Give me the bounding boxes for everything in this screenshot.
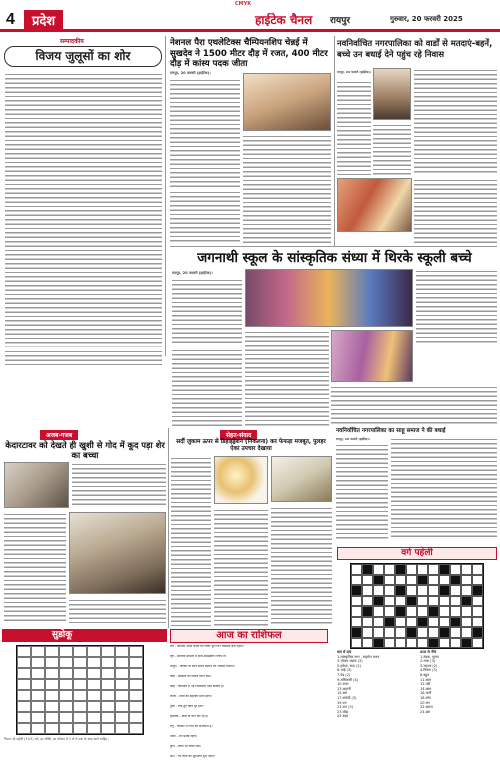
sudoku-cell xyxy=(73,723,87,734)
crossword-across-clues xyxy=(337,650,417,719)
sudoku-cell xyxy=(101,723,115,734)
sudoku-cell xyxy=(115,668,129,679)
health-body-1 xyxy=(171,456,211,626)
rashifal-sign: मीन - नए कार्य की शुरुआत शुभ रहेगी। xyxy=(170,755,216,758)
down-clue: 11.बाल xyxy=(420,677,431,682)
athlete-story-dateline: रायपुर, 20 फरवरी (हाईटेक)। xyxy=(170,71,211,75)
sudoku-cell xyxy=(87,690,101,701)
sudoku-cell xyxy=(129,712,143,723)
across-clue: 7.पेड़ (2) xyxy=(337,672,351,677)
sudoku-cell xyxy=(17,646,31,657)
sahu-samaj-headline: नवनिर्वाचित नगरपालिका का साहू समाज ने की बधाई xyxy=(336,428,446,434)
health-body-2 xyxy=(214,508,268,626)
rashifal-sign: कन्या - मित्रों का सहयोग प्राप्त होगा। xyxy=(170,695,212,698)
sudoku-cell xyxy=(45,657,59,668)
editorial-title: विजय जुलूसों का शोर xyxy=(4,46,162,67)
sudoku-cell xyxy=(31,668,45,679)
sudoku-cell xyxy=(17,690,31,701)
sudoku-cell xyxy=(73,679,87,690)
across-title: बाएं से दाएं xyxy=(337,650,352,654)
across-clue: 17.सफेदी (3) xyxy=(337,695,357,700)
sudoku-grid xyxy=(16,645,144,735)
health-food-photo xyxy=(214,456,268,504)
rashifal-sign: कर्क - स्वास्थ्य का विशेष ध्यान रखें। xyxy=(170,675,211,678)
sudoku-cell xyxy=(129,723,143,734)
sudoku-cell xyxy=(129,668,143,679)
councillors-story-body-2 xyxy=(373,123,411,175)
down-clue: 4.चित्रण (3) xyxy=(420,668,438,673)
sudoku-cell xyxy=(73,712,87,723)
sudoku-cell xyxy=(31,646,45,657)
athlete-story-body-lower xyxy=(170,190,240,244)
across-clue: 13.कहानी xyxy=(337,686,351,691)
sudoku-cell xyxy=(101,701,115,712)
sahu-samaj-body-1 xyxy=(336,443,388,539)
rashifal-sign: मकर - मन प्रसन्न रहेगा। xyxy=(170,735,198,738)
sudoku-cell xyxy=(115,679,129,690)
sudoku-cell xyxy=(31,657,45,668)
councillors-story-body-1 xyxy=(337,80,371,175)
councillors-story-headline: नवनिर्वाचित नगरपालिका को वार्डों से मतदाएं-बहनें, बच्चे उन बधाई देने पहुंच रहे निवास xyxy=(337,38,493,59)
kedarnath-body-2 xyxy=(4,512,66,624)
sehat-samvad-label: सेहत-संवाद xyxy=(220,430,257,440)
school-story-body-2 xyxy=(245,330,329,426)
sudoku-cell xyxy=(87,646,101,657)
down-clue: 18.लोग xyxy=(420,695,431,700)
sudoku-cell xyxy=(115,690,129,701)
councillor-portrait xyxy=(373,68,411,120)
rashifal-sign: मिथुन - परिवार के साथ समय बिताने का अवसर मिलेगा। xyxy=(170,665,235,668)
sudoku-cell xyxy=(59,712,73,723)
sudoku-cell xyxy=(59,690,73,701)
athlete-story-body-right xyxy=(243,134,331,244)
edition-city: रायपुर xyxy=(330,16,351,26)
athlete-photo xyxy=(243,73,331,131)
councillors-story-dateline: रायपुर, 20 फरवरी (हाईटेक)। xyxy=(337,70,371,74)
down-clue: 1.ठंडक, सुगंध xyxy=(420,654,439,659)
crossword-title: वर्ग पहेली xyxy=(337,547,497,560)
section-label: प्रदेश xyxy=(24,10,63,29)
across-clue: 1.सांस्कृतिक नगर , सहमेल भवन xyxy=(337,654,380,659)
kedarnath-body-1 xyxy=(72,462,166,508)
councillors-story-body-3 xyxy=(414,68,497,175)
sudoku-cell xyxy=(45,646,59,657)
sudoku-cell xyxy=(101,712,115,723)
school-story-headline: जगनाथी स्कूल के सांस्कृतिक संध्या में थिरके स्कूली बच्चे xyxy=(197,250,472,266)
sudoku-cell xyxy=(59,646,73,657)
across-clue: 19.रण xyxy=(337,700,347,705)
sudoku-cell xyxy=(101,646,115,657)
editorial-body-text xyxy=(5,72,162,347)
councillors-story-body-4 xyxy=(414,178,497,244)
sudoku-cell xyxy=(101,657,115,668)
rashifal-sign: वृष - आर्थिक मामलों में सोच-समझकर निर्णय लें। xyxy=(170,655,227,658)
ajab-gajab-label: अजब-गजब xyxy=(40,430,78,440)
sudoku-cell xyxy=(17,701,31,712)
sudoku-cell xyxy=(45,723,59,734)
sudoku-cell xyxy=(73,657,87,668)
rashifal-sign: तुला - रुके हुए कार्य पूरे होंगे। xyxy=(170,705,204,708)
athlete-story-body xyxy=(170,78,240,188)
sudoku-cell xyxy=(31,679,45,690)
sudoku-cell xyxy=(101,690,115,701)
sudoku-rules: नियम: दो पहेली (3×3) वर्ग, हर पंक्ति, हर कॉलम में 1 से 9 तक के अंक आने चाहिए। xyxy=(4,737,109,741)
rashifal-sign: वृश्चिक - यात्रा के योग बन रहे हैं। xyxy=(170,715,209,718)
sudoku-cell xyxy=(45,668,59,679)
sudoku-cell xyxy=(87,668,101,679)
sudoku-cell xyxy=(87,723,101,734)
sudoku-cell xyxy=(59,701,73,712)
rashifal-sign: धनु - व्यापार में लाभ की संभावना है। xyxy=(170,725,213,728)
editorial-label: सम्पादकीय xyxy=(60,38,84,45)
page-number: 4 xyxy=(6,11,15,28)
sudoku-cell xyxy=(115,657,129,668)
sudoku-cell xyxy=(101,679,115,690)
health-body-3 xyxy=(271,506,332,626)
down-clue: 12.नदी xyxy=(420,682,431,687)
sudoku-cell xyxy=(73,690,87,701)
school-story-body-3 xyxy=(172,348,242,426)
athlete-story-headline: नेशनल पैरा एथलेटिक्स चैम्पियनशिप चेन्नई में सुखदेव ने 1500 मीटर दौड़ में रजत, 400 मीटर दौड़ में कांस्य पदक जीता xyxy=(170,38,328,69)
sudoku-cell xyxy=(73,668,87,679)
rashifal-sign: मेष - आपको अपने कार्यों को लेकर पूरा दिन व्यस्तता बनी रहेगी। xyxy=(170,645,244,648)
sahu-samaj-dateline: रायपुर, 20 फरवरी (हाईटेक)। xyxy=(336,437,370,441)
sudoku-cell xyxy=(129,679,143,690)
sudoku-cell xyxy=(59,723,73,734)
down-clue: 14.काम xyxy=(420,686,432,691)
sudoku-cell xyxy=(115,712,129,723)
down-title: ऊपर से नीचे xyxy=(420,650,437,654)
sudoku-cell xyxy=(45,701,59,712)
sudoku-cell xyxy=(129,646,143,657)
column-divider xyxy=(165,36,166,356)
councillors-celebration-photo xyxy=(337,178,412,232)
across-clue: 10.राजा xyxy=(337,682,349,687)
sudoku-cell xyxy=(59,657,73,668)
sudoku-cell xyxy=(45,679,59,690)
sudoku-cell xyxy=(129,690,143,701)
sudoku-cell xyxy=(129,657,143,668)
across-clue: 21.रात (3) xyxy=(337,705,353,710)
sudoku-cell xyxy=(31,723,45,734)
rashifal-sign: कुंभ - वाणी पर संयम रखें। xyxy=(170,745,201,748)
sudoku-cell xyxy=(45,690,59,701)
sudoku-cell xyxy=(87,679,101,690)
sudoku-cell xyxy=(115,646,129,657)
down-clue: 20.धन xyxy=(420,700,430,705)
sudoku-cell xyxy=(115,701,129,712)
sudoku-cell xyxy=(87,701,101,712)
down-clue: 24.हवा xyxy=(420,709,431,714)
school-story-body-1 xyxy=(172,278,242,346)
masthead xyxy=(0,9,500,32)
sudoku-cell xyxy=(87,657,101,668)
sudoku-cell xyxy=(31,701,45,712)
rashifal-sign: सिंह - कार्यक्षेत्र में नई जिम्मेदारी मिल सकती है। xyxy=(170,685,225,688)
sudoku-cell xyxy=(73,701,87,712)
section-divider xyxy=(170,246,497,247)
across-clue: 5.हमेशा, सदा (2) xyxy=(337,663,362,668)
sudoku-cell xyxy=(87,712,101,723)
sudoku-cell xyxy=(17,668,31,679)
school-story-body-5 xyxy=(331,385,497,425)
across-clue: 15.बल xyxy=(337,691,347,696)
editorial-body-end xyxy=(5,349,162,365)
newspaper-brand: हाईटेक चैनल xyxy=(255,13,313,27)
down-clue: 8.बहुत xyxy=(420,672,430,677)
crossword-down-clues xyxy=(420,650,497,714)
school-story-dateline: रायपुर, 20 फरवरी (हाईटेक)। xyxy=(172,271,213,275)
school-stage-photo xyxy=(331,330,413,382)
top-cmyk-mark: CMYK xyxy=(235,1,252,7)
sahu-samaj-body-2 xyxy=(391,437,497,539)
health-headline: सर्दी जुकाम ऊपर से डिहाइड्रेशन (निकलना) कर फेफड़ा मजबूत, पुलहर ऐका उपचार देखाया xyxy=(176,439,326,453)
down-clue: 22.कमल xyxy=(420,705,433,710)
health-remedy-photo xyxy=(271,456,332,502)
sudoku-cell xyxy=(73,646,87,657)
sudoku-cell xyxy=(45,712,59,723)
sudoku-cell xyxy=(129,701,143,712)
across-clue: 9.अधिकारी (4) xyxy=(337,677,359,682)
across-clue: 3.भोजन रखना (3) xyxy=(337,659,363,664)
crossword-grid xyxy=(350,563,484,649)
sudoku-cell xyxy=(17,657,31,668)
column-divider xyxy=(334,36,335,246)
person-with-cub-photo xyxy=(69,512,166,594)
school-story-body-4 xyxy=(416,269,497,345)
rashifal-title: आज का राशिफल xyxy=(170,629,328,643)
sudoku-title: सुडोकू xyxy=(2,629,167,642)
kedarnath-body-3 xyxy=(69,598,166,624)
sudoku-cell xyxy=(17,712,31,723)
column-divider xyxy=(168,428,169,628)
across-clue: 25.शहर xyxy=(337,714,349,719)
sudoku-cell xyxy=(17,679,31,690)
down-clue: 2.राजा (3) xyxy=(420,659,436,664)
kedarnath-headline: केदारटावर को देखते ही खुशी से गोद में कूद पड़ा शेर का बच्चा xyxy=(5,440,165,460)
school-dance-photo xyxy=(245,269,413,327)
down-clue: 16.पानी xyxy=(420,691,432,696)
down-clue: 3.जहाज (2) xyxy=(420,663,438,668)
sudoku-cell xyxy=(31,690,45,701)
lion-cub-photo xyxy=(4,462,69,508)
sudoku-cell xyxy=(31,712,45,723)
across-clue: 23.घोड़ा xyxy=(337,709,349,714)
edition-date: गुरुवार, 20 फरवरी 2025 xyxy=(390,15,463,23)
sudoku-cell xyxy=(59,679,73,690)
sudoku-cell xyxy=(101,668,115,679)
across-clue: 6.भाई (3) xyxy=(337,668,352,673)
sudoku-cell xyxy=(59,668,73,679)
sudoku-cell xyxy=(17,723,31,734)
sudoku-cell xyxy=(115,723,129,734)
